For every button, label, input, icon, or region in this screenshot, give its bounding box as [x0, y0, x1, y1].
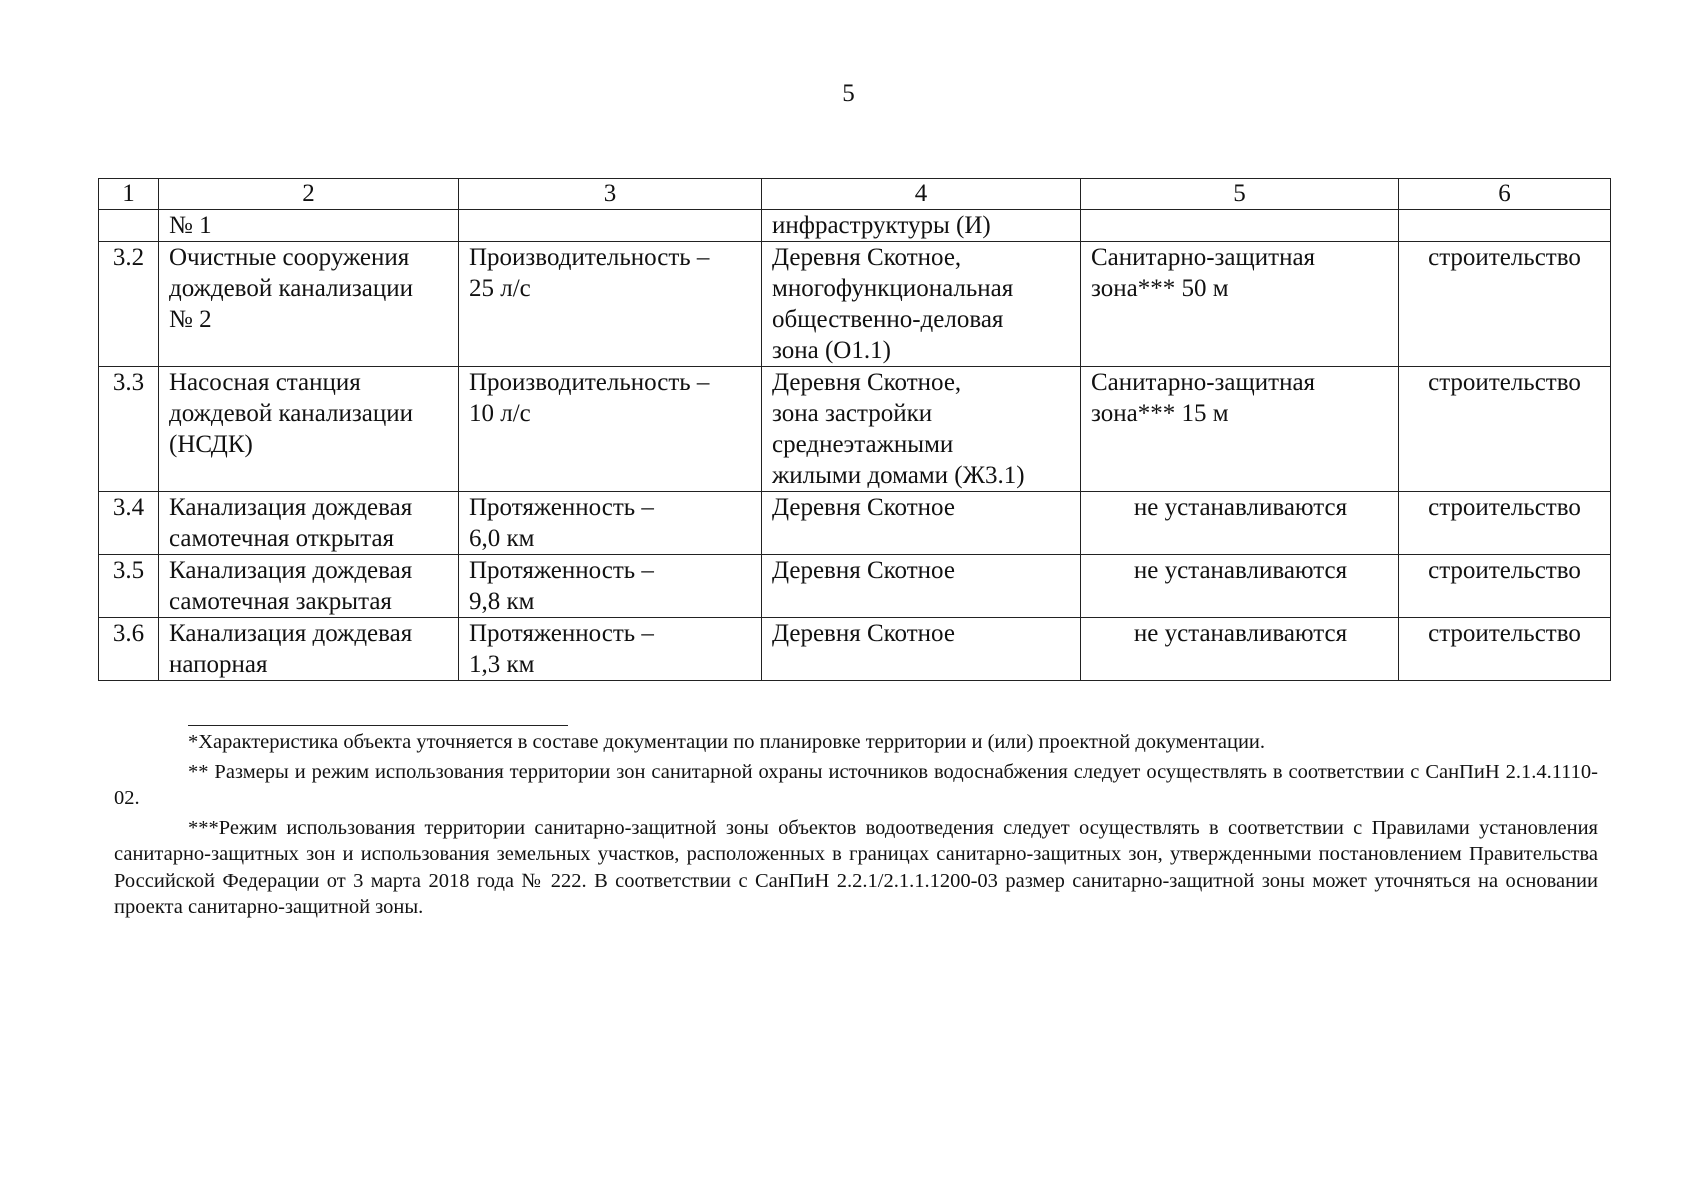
header-col-1: 1 — [99, 179, 159, 210]
cell-num: 3.6 — [99, 618, 159, 681]
cell-zone: не устанавливаются — [1081, 555, 1399, 618]
table-header-row — [99, 179, 1611, 210]
cell-name: Канализация дождевая напорная — [159, 618, 459, 681]
cell-status: строительство — [1399, 492, 1611, 555]
header-col-5: 5 — [1081, 179, 1399, 210]
footnote-3: ***Режим использования территории санитарно-защитной зоны объектов водоотведения следует осуществлять в соответствии с Правилами установления санитарно-защитных зон и использования земельных участков, расположенных в границах санитарно-защитных зон, утвержденными постановлением Правительства Российской Федерации от 3 марта 2018 года № 222. В соответствии с СанПиН 2.2.1/2.1.1.1200-03 размер санитарно-защитной зоны может уточняться на основании проекта санитарно-защитной зоны. — [114, 816, 1598, 918]
table-row — [99, 367, 1611, 492]
table-row — [99, 618, 1611, 681]
footnote-1: *Характеристика объекта уточняется в составе документации по планировке территории и (или) проектной документации. — [188, 731, 1266, 753]
cell-name: Насосная станция дождевой канализации (НСДК) — [159, 367, 459, 492]
cell-characteristic: Протяженность – 6,0 км — [459, 492, 762, 555]
cell-name: Канализация дождевая самотечная открытая — [159, 492, 459, 555]
header-col-4: 4 — [762, 179, 1081, 210]
table-row — [99, 492, 1611, 555]
footnotes — [114, 729, 1598, 924]
table-row — [99, 210, 1611, 242]
header-col-3: 3 — [459, 179, 762, 210]
cell-num: 3.3 — [99, 367, 159, 492]
header-col-2: 2 — [159, 179, 459, 210]
cell-zone — [1081, 210, 1399, 242]
cell-location: Деревня Скотное — [762, 618, 1081, 681]
header-col-6: 6 — [1399, 179, 1611, 210]
facilities-table — [98, 178, 1611, 681]
cell-status: строительство — [1399, 555, 1611, 618]
cell-status: строительство — [1399, 242, 1611, 367]
cell-num: 3.5 — [99, 555, 159, 618]
cell-zone: не устанавливаются — [1081, 492, 1399, 555]
cell-num: 3.2 — [99, 242, 159, 367]
cell-name: Канализация дождевая самотечная закрытая — [159, 555, 459, 618]
cell-characteristic — [459, 210, 762, 242]
cell-location: инфраструктуры (И) — [762, 210, 1081, 242]
cell-name: № 1 — [159, 210, 459, 242]
cell-location: Деревня Скотное, зона застройки среднеэтажными жилыми домами (Ж3.1) — [762, 367, 1081, 492]
cell-status — [1399, 210, 1611, 242]
cell-status: строительство — [1399, 618, 1611, 681]
table-row — [99, 242, 1611, 367]
footnote-2: ** Размеры и режим использования территории зон санитарной охраны источников водоснабжения следует осуществлять в соответствии с СанПиН 2.1.4.1110-02. — [114, 760, 1598, 809]
cell-location: Деревня Скотное, многофункциональная общественно-деловая зона (О1.1) — [762, 242, 1081, 367]
cell-characteristic: Производительность – 10 л/с — [459, 367, 762, 492]
cell-characteristic: Производительность – 25 л/с — [459, 242, 762, 367]
cell-num — [99, 210, 159, 242]
page-number: 5 — [842, 80, 855, 107]
cell-characteristic: Протяженность – 1,3 км — [459, 618, 762, 681]
table-row — [99, 555, 1611, 618]
cell-name: Очистные сооружения дождевой канализации № 2 — [159, 242, 459, 367]
cell-zone: Санитарно-защитная зона*** 50 м — [1081, 242, 1399, 367]
cell-characteristic: Протяженность – 9,8 км — [459, 555, 762, 618]
cell-status: строительство — [1399, 367, 1611, 492]
footnote-divider — [188, 725, 568, 726]
cell-num: 3.4 — [99, 492, 159, 555]
cell-zone: не устанавливаются — [1081, 618, 1399, 681]
cell-location: Деревня Скотное — [762, 555, 1081, 618]
cell-location: Деревня Скотное — [762, 492, 1081, 555]
cell-zone: Санитарно-защитная зона*** 15 м — [1081, 367, 1399, 492]
